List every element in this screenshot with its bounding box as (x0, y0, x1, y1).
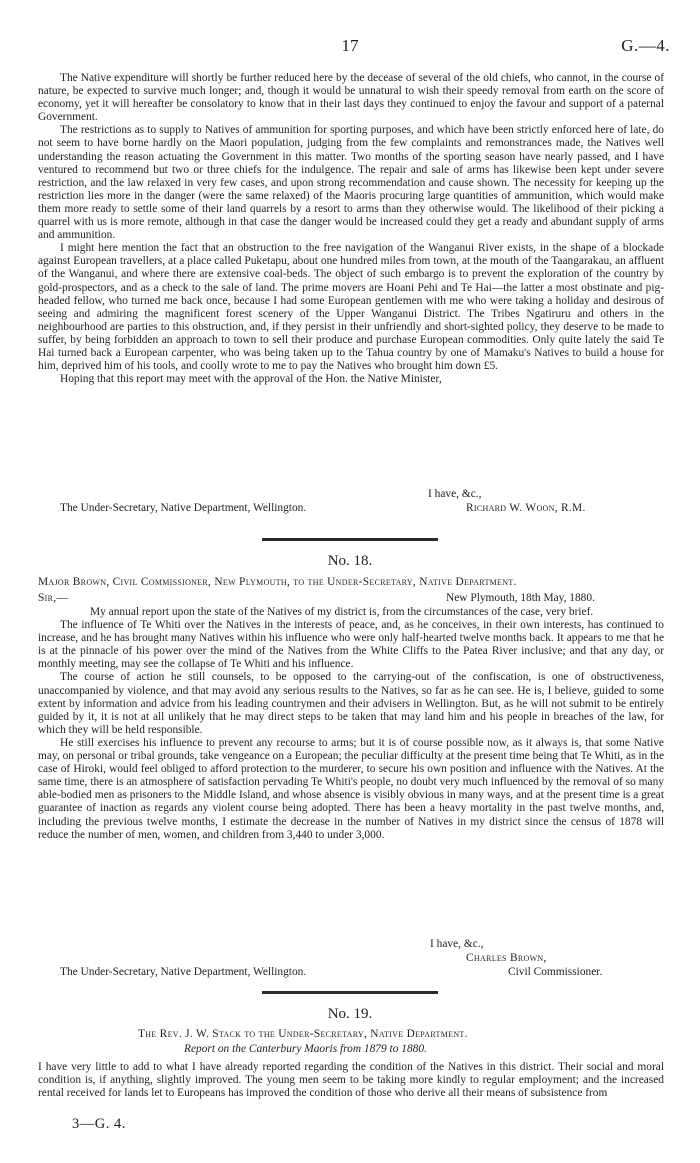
addressee: The Under-Secretary, Native Department, Wellington. (60, 966, 307, 978)
paragraph: Hoping that this report may meet with the approval of the Hon. the Native Minister, (60, 373, 442, 386)
paragraph: The Native expenditure will shortly be further reduced here by the decease of several of the old chiefs, who cannot, in the course of nature, be expected to survive much longer; and, though it would be unnatural to wish their speedy removal from earth on the score of economy, yet it will hereafter be consolatory to know that in their last days they continued to enjoy the favour and support of a paternal Government. (38, 72, 664, 124)
report-18-body (38, 606, 664, 842)
addressee: The Under-Secretary, Native Department, Wellington. (60, 502, 307, 514)
page-number: 17 (341, 36, 359, 55)
section-divider (262, 991, 438, 994)
from-line: Major Brown, Civil Commissioner, New Plymouth, to the Under-Secretary, Native Department. (38, 576, 517, 588)
salutation: Sir,— (38, 592, 69, 604)
page-header (0, 36, 700, 60)
paragraph: The course of action he still counsels, to be opposed to the carrying-out of the confiscation, is one of obstructiveness, unaccompanied by violence, and that may avoid any serious results to the Natives, so far as he can see. He is, I believe, guided to some extent by information and advice from his leading countrymen and their advisers in Wellington. But, as he will not submit to be entirely guided by it, it is not at all unlikely that he may direct steps to be taken that may land him and his people in breaches of the law, for which they will be held responsible. (38, 671, 664, 736)
section-heading: No. 18. (327, 553, 373, 569)
signature-mark: 3—G. 4. (72, 1116, 126, 1132)
paragraph: The influence of Te Whiti over the Natives in the interests of peace, and, as he conceives, in their own interests, has continued to increase, and he has brought many Natives within his influence who were only half-hearted twelve months back. It appears to me that he is at the pinnacle of his power over the mind of the Natives from the White Cliffs to the Patea River inclusive; and that any day, or monthly meeting, may see the collapse of Te Whiti and his influence. (38, 619, 664, 671)
report-17-body (38, 72, 664, 386)
paragraph: I have very little to add to what I have already reported regarding the condition of the Natives in this district. Their social and moral condition is, if anything, slightly improved. The young men seem to be taking more kindly to regular employment; and the increased rental received for lands let to Europeans has improved the condition of those who derive all their means of subsistence from (38, 1061, 664, 1100)
report-19-body (38, 1061, 664, 1100)
signature: Richard W. Woon, R.M. (466, 502, 586, 514)
report-subtitle: Report on the Canterbury Maoris from 1879 to 1880. (184, 1043, 427, 1055)
document-reference: G.—4. (621, 36, 670, 55)
section-heading: No. 19. (327, 1006, 373, 1022)
signature-name: Charles Brown, (466, 952, 547, 964)
paragraph: He still exercises his influence to prevent any recourse to arms; but it is of course possible now, as it always is, that some Native may, on personal or tribal grounds, take vengeance on a European; the peculiar difficulty at the present time being that Te Whiti, as in the case of Hiroki, would feel obliged to afford protection to the murderer, to secure his own position and influence with the Natives. At the same time, there is an atmosphere of satisfaction pervading Te Whiti's people, no doubt very much influenced by the removal of so many able-bodied men as prisoners to the Middle Island, and whose absence is visibly obvious in many ways, and at the present time is a great guarantee of inaction as regards any violent course being adopted. There has been a heavy mortality in the past twelve months, and, including the previous twelve months, I estimate the decrease in the number of Natives in my district since the census of 1878 will reduce the number of men, women, and children from 3,440 to under 3,000. (38, 736, 664, 841)
paragraph: My annual report upon the state of the Natives of my district is, from the circumstances of the case, very brief. (90, 606, 594, 618)
signature-title: Civil Commissioner. (508, 966, 603, 978)
paragraph: I might here mention the fact that an obstruction to the free navigation of the Wanganui River exists, in the shape of a blockade against European travellers, at a place called Puketapu, about one hundred miles from town, at the mouth of the Taangarakau, an affluent of the Wanganui, and where there are extensive coal-beds. The object of such embargo is to prevent the exploration of the country by gold-prospectors, and as a check to the sale of land. The prime movers are Hoani Pehi and Te Hai—the latter a most obstinate and pig-headed fellow, who turned me back once, because I had some European gentlemen with me who were taking a holiday and desirous of seeing and admiring the magnificent forest scenery of the Upper Wanganui District. The Tribes Ngatiruru and others in the neighbourhood are parties to this obstruction, and, if they persist in their unfriendly and short-sighted policy, they deserve to be made to suffer, by being forbidden an approach to town to sell their produce and purchase European commodities. Only quite lately the said Te Hai turned back a European carpenter, who was being taken up to the Tahua country by one of Mamaku's Natives to build a house for him, deprived him of his tools, and coolly wrote to me to pay the Natives who brought him down £5. (38, 242, 664, 373)
section-divider (262, 538, 438, 541)
closing-i-have: I have, &c., (428, 488, 482, 500)
paragraph: The restrictions as to supply to Natives of ammunition for sporting purposes, and which have been strictly enforced here of late, do not seem to have borne hardly on the Maori population, judging from the few complaints and remonstrances made, the Natives well understanding the reason actuating the Government in this matter. Two months of the sporting season have nearly passed, and I have ventured to recommend but two or three chiefs for the indulgence. The repair and sale of arms has likewise been kept under severe restriction, and the law relaxed in very few cases, and upon strong recommendation and cause shown. The necessity for keeping up the restriction lies more in the danger (were the same relaxed) of the Maoris procuring large quantities of ammunition, which would make them more ready to settle some of their land quarrels by a resort to arms than they otherwise would. The likelihood of their picking a quarrel with us is more remote, although in that case the danger would be increased could they get a ready and abundant supply of arms and ammunition. (38, 124, 664, 242)
from-line: The Rev. J. W. Stack to the Under-Secretary, Native Department. (138, 1028, 468, 1040)
closing-i-have: I have, &c., (430, 938, 484, 950)
place-date: New Plymouth, 18th May, 1880. (446, 592, 595, 604)
